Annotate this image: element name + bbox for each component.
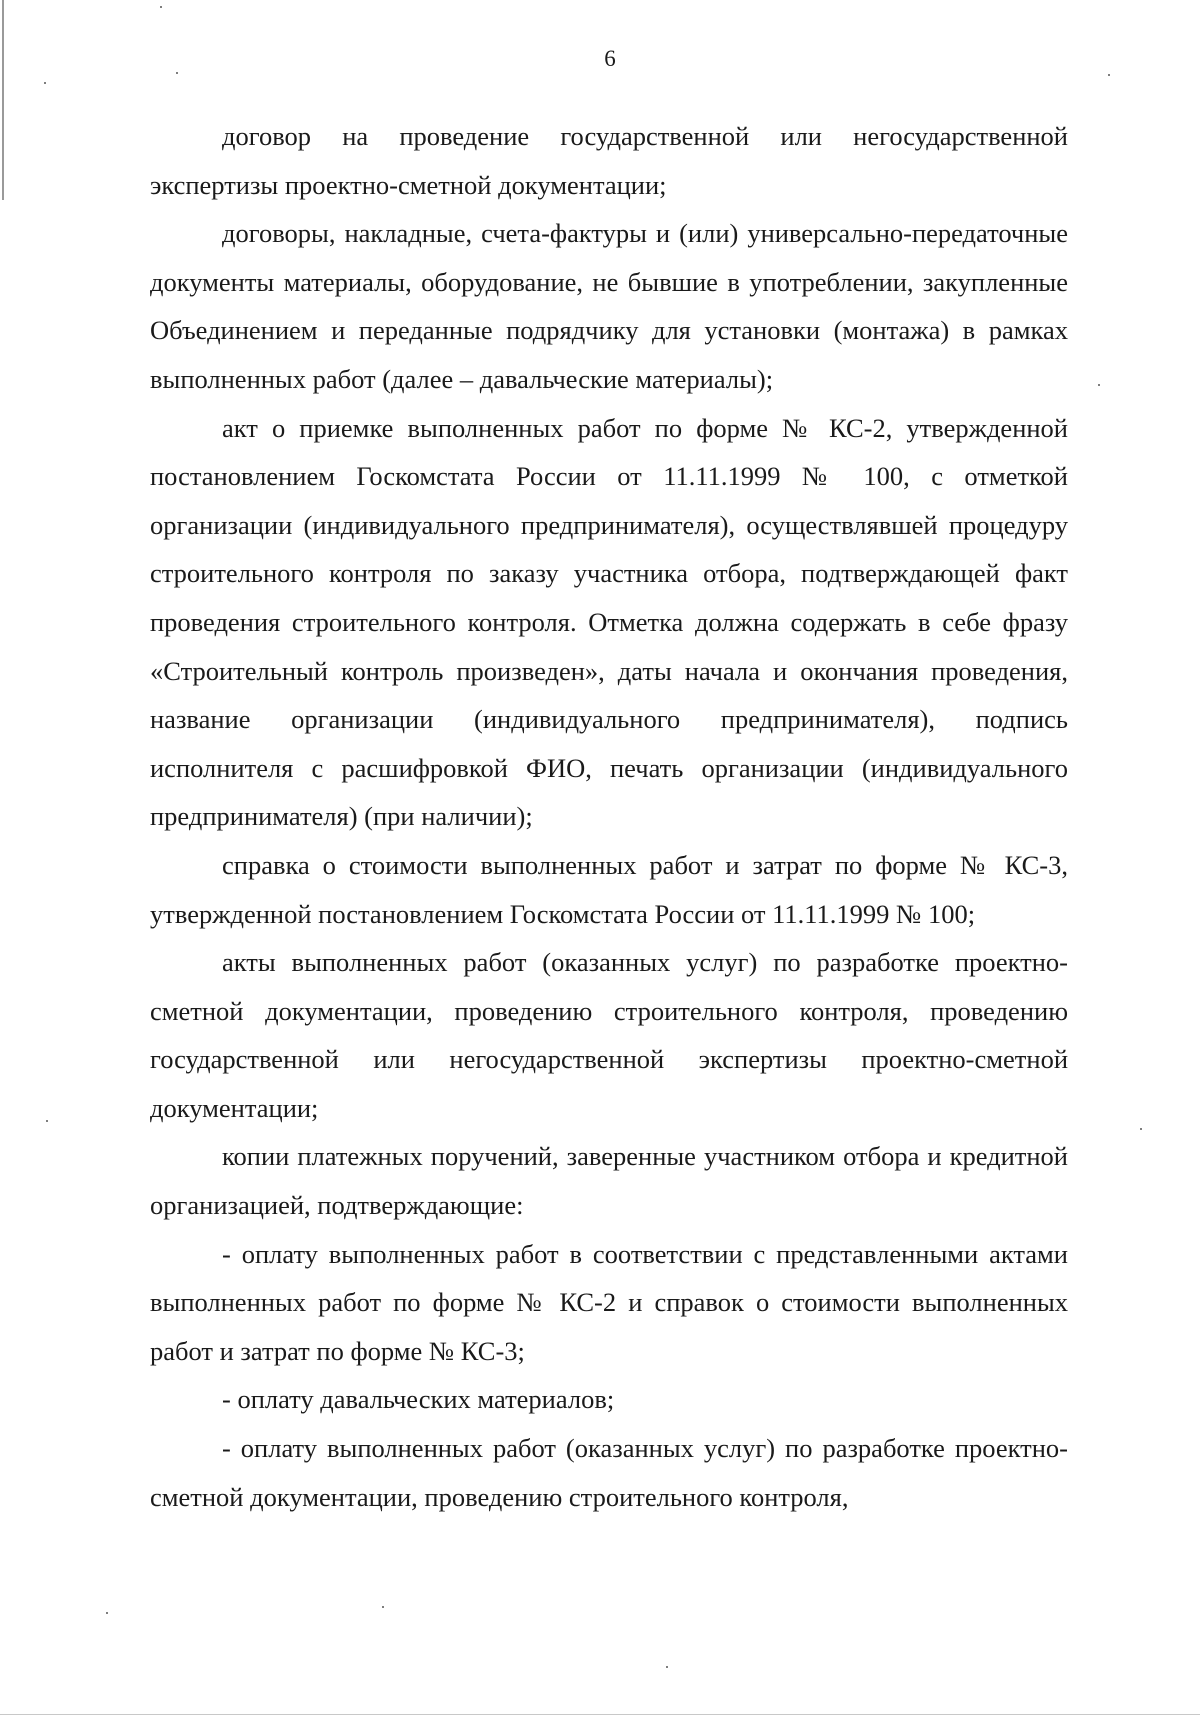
paragraph: - оплату выполненных работ в соответствии с представленными актами выполненных работ по форме № КС-2 и справок о стоимости выполненных работ и затрат по форме № КС-3; <box>150 1238 1068 1366</box>
paragraph: - оплату давальческих материалов; <box>222 1384 615 1415</box>
scan-speck <box>666 1666 668 1668</box>
page-number: 6 <box>604 46 616 71</box>
paragraph: - оплату выполненных работ (оказанных услуг) по разработке проектно-сметной документации, проведению строительного контроля, <box>150 1433 1068 1512</box>
scan-speck <box>44 82 46 84</box>
scan-speck <box>46 1120 48 1122</box>
paragraph: копии платежных поручений, заверенные участником отбора и кредитной организацией, подтверждающие: <box>150 1141 1068 1221</box>
scan-speck <box>106 1612 108 1614</box>
scan-edge-left <box>2 0 4 200</box>
paragraph: акт о приемке выполненных работ по форме № КС-2, утвержденной постановлением Госкомстата России от 11.11.1999 № 100, с отметкой организации (индивидуального предпринимателя), осуществлявшей процедуру строительного контроля по заказу участника отбора, подтверждающей факт проведения строительного контроля. Отметка должна содержать в себе фразу «Строительный контроль произведен», даты начала и окончания проведения, название организации (индивидуального предпринимателя), подпись исполнителя с расшифровкой ФИО, печать организации (индивидуального предпринимателя) (при наличии); <box>150 412 1068 832</box>
scan-speck <box>382 1606 384 1608</box>
scan-speck <box>1140 1128 1142 1130</box>
scan-speck <box>176 72 178 74</box>
paragraph: договоры, накладные, счета-фактуры и (или) универсально-передаточные документы материалы, оборудование, не бывшие в употреблении, закупленные Объединением и переданные подрядчику для установки (монтажа) в рамках выполненных работ (далее – давальческие материалы); <box>150 218 1068 394</box>
scan-speck <box>1098 384 1100 386</box>
paragraph: акты выполненных работ (оказанных услуг) по разработке проектно-сметной документации, проведению строительного контроля, проведению государственной или негосударственной экспертизы проектно-сметной документации; <box>150 947 1068 1123</box>
paragraph: справка о стоимости выполненных работ и затрат по форме № КС-3, утвержденной постановлением Госкомстата России от 11.11.1999 № 100; <box>150 849 1068 929</box>
document-body <box>150 112 1068 1521</box>
scan-speck <box>160 6 162 8</box>
paragraph: договор на проведение государственной или негосударственной экспертизы проектно-сметной документации; <box>150 121 1068 200</box>
scan-edge-bottom <box>0 1714 1200 1715</box>
scan-speck <box>1108 74 1110 76</box>
